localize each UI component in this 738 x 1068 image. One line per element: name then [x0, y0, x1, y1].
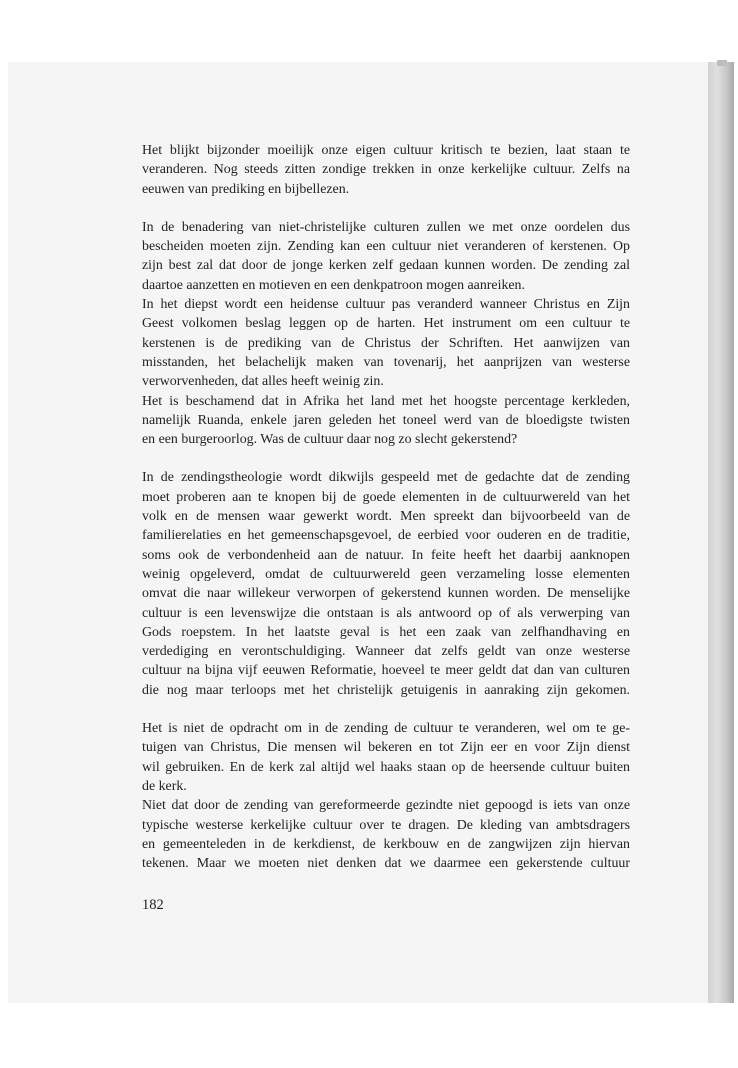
text-line: veranderen. Nog steeds zitten zondige trekken in onze kerkelijke cultuur. Zelfs na — [142, 162, 630, 178]
text-line: en gemeenteleden in de kerkdienst, de kerkbouw en de zangwijzen zijn hiervan — [142, 836, 630, 852]
paragraph — [142, 295, 630, 391]
paragraph — [142, 796, 630, 873]
page-edge-notch — [717, 60, 727, 66]
paragraph — [142, 719, 630, 796]
paragraph-gap — [142, 449, 630, 468]
text-line: cultuur is een levenswijze die ontstaan is als antwoord op of als verwerping van — [142, 605, 630, 621]
text-line: zijn best zal dat door de jonge kerken zelf gedaan kunnen worden. De zending zal — [142, 258, 630, 274]
page-edge-shadow — [708, 62, 734, 1003]
text-line: Niet dat door de zending van gereformeerde gezindte niet gepoogd is iets van onze — [142, 798, 630, 814]
text-line: omvat die naar willekeur verworpen of gekerstend kunnen worden. De menselijke — [142, 586, 630, 602]
text-line: de kerk. — [142, 778, 187, 794]
text-line: cultuur na bijna vijf eeuwen Reformatie, hoeveel te meer geldt dat dan van culturen — [142, 663, 630, 679]
text-line: In het diepst wordt een heidense cultuur pas veranderd wanneer Christus en Zijn — [142, 297, 630, 313]
text-line: verworvenheden, dat alles heeft weinig zin. — [142, 374, 384, 390]
text-line: tuigen van Christus, Die mensen wil bekeren en tot Zijn eer en voor Zijn dienst — [142, 740, 630, 756]
text-line: kerstenen is de prediking van de Christus der Schriften. Het aanwijzen van — [142, 335, 630, 351]
text-line: volk en de mensen waar gewerkt wordt. Men spreekt dan bijvoorbeeld van de — [142, 509, 630, 525]
text-line: moet proberen aan te knopen bij de goede elementen in de cultuurwereld van het — [142, 489, 630, 505]
text-line: en een burgeroorlog. Was de cultuur daar nog zo slecht gekerstend? — [142, 432, 518, 448]
text-line: In de benadering van niet-christelijke culturen zullen we met onze oordelen dus — [142, 219, 630, 235]
text-line: misstanden, het belachelijk maken van tovenarij, het aanprijzen van westerse — [142, 354, 630, 370]
text-line: In de zendingstheologie wordt dikwijls gespeeld met de gedachte dat de zending — [142, 470, 630, 486]
text-line: bescheiden moeten zijn. Zending kan een cultuur niet veranderen of kerstenen. Op — [142, 239, 630, 255]
text-line: weinig opgeleverd, omdat de cultuurwereld geen verzameling losse elementen — [142, 566, 630, 582]
body-text — [142, 141, 630, 873]
paragraph-gap — [142, 199, 630, 218]
text-line: Gods roepstem. In het laatste geval is het een zaak van zelfhandhaving en — [142, 624, 630, 640]
paragraph — [142, 392, 630, 450]
text-line: wil gebruiken. En de kerk zal altijd wel haaks staan op de heersende cultuur buiten — [142, 759, 630, 775]
text-line: eeuwen van prediking en bijbellezen. — [142, 181, 350, 197]
text-line: soms ook de verbondenheid aan de natuur. In feite heeft het daarbij aanknopen — [142, 547, 630, 563]
text-line: daartoe aanzetten en motieven en een denkpatroon mogen aanreiken. — [142, 277, 525, 293]
text-line: Het is beschamend dat in Afrika het land met het hoogste percentage kerkleden, — [142, 393, 630, 409]
paragraph-gap — [142, 700, 630, 719]
text-line: Het is niet de opdracht om in de zending de cultuur te veranderen, wel om te ge- — [142, 721, 630, 737]
page-number: 182 — [142, 897, 164, 913]
text-line: die nog maar terloops met het christelijk getuigenis in aanraking zijn gekomen. — [142, 682, 630, 698]
text-line: Geest volkomen beslag leggen op de harten. Het instrument om een cultuur te — [142, 316, 630, 332]
text-line: Het blijkt bijzonder moeilijk onze eigen cultuur kritisch te bezien, laat staan te — [142, 143, 630, 158]
text-line: namelijk Ruanda, enkele jaren geleden het toneel werd van de bloedigste twisten — [142, 412, 630, 428]
paragraph — [142, 141, 630, 199]
paragraph — [142, 468, 630, 700]
text-line: tekenen. Maar we moeten niet denken dat we daarmee een gekerstende cultuur — [142, 856, 630, 872]
text-line: verdediging en verontschuldiging. Wanneer dat zelfs geldt van onze westerse — [142, 644, 630, 660]
paragraph — [142, 218, 630, 295]
text-line: familierelaties en het gemeenschapsgevoel, de eerbied voor ouderen en de traditie, — [142, 528, 630, 544]
text-line: typische westerse kerkelijke cultuur over te dragen. De kleding van ambtsdragers — [142, 817, 630, 833]
